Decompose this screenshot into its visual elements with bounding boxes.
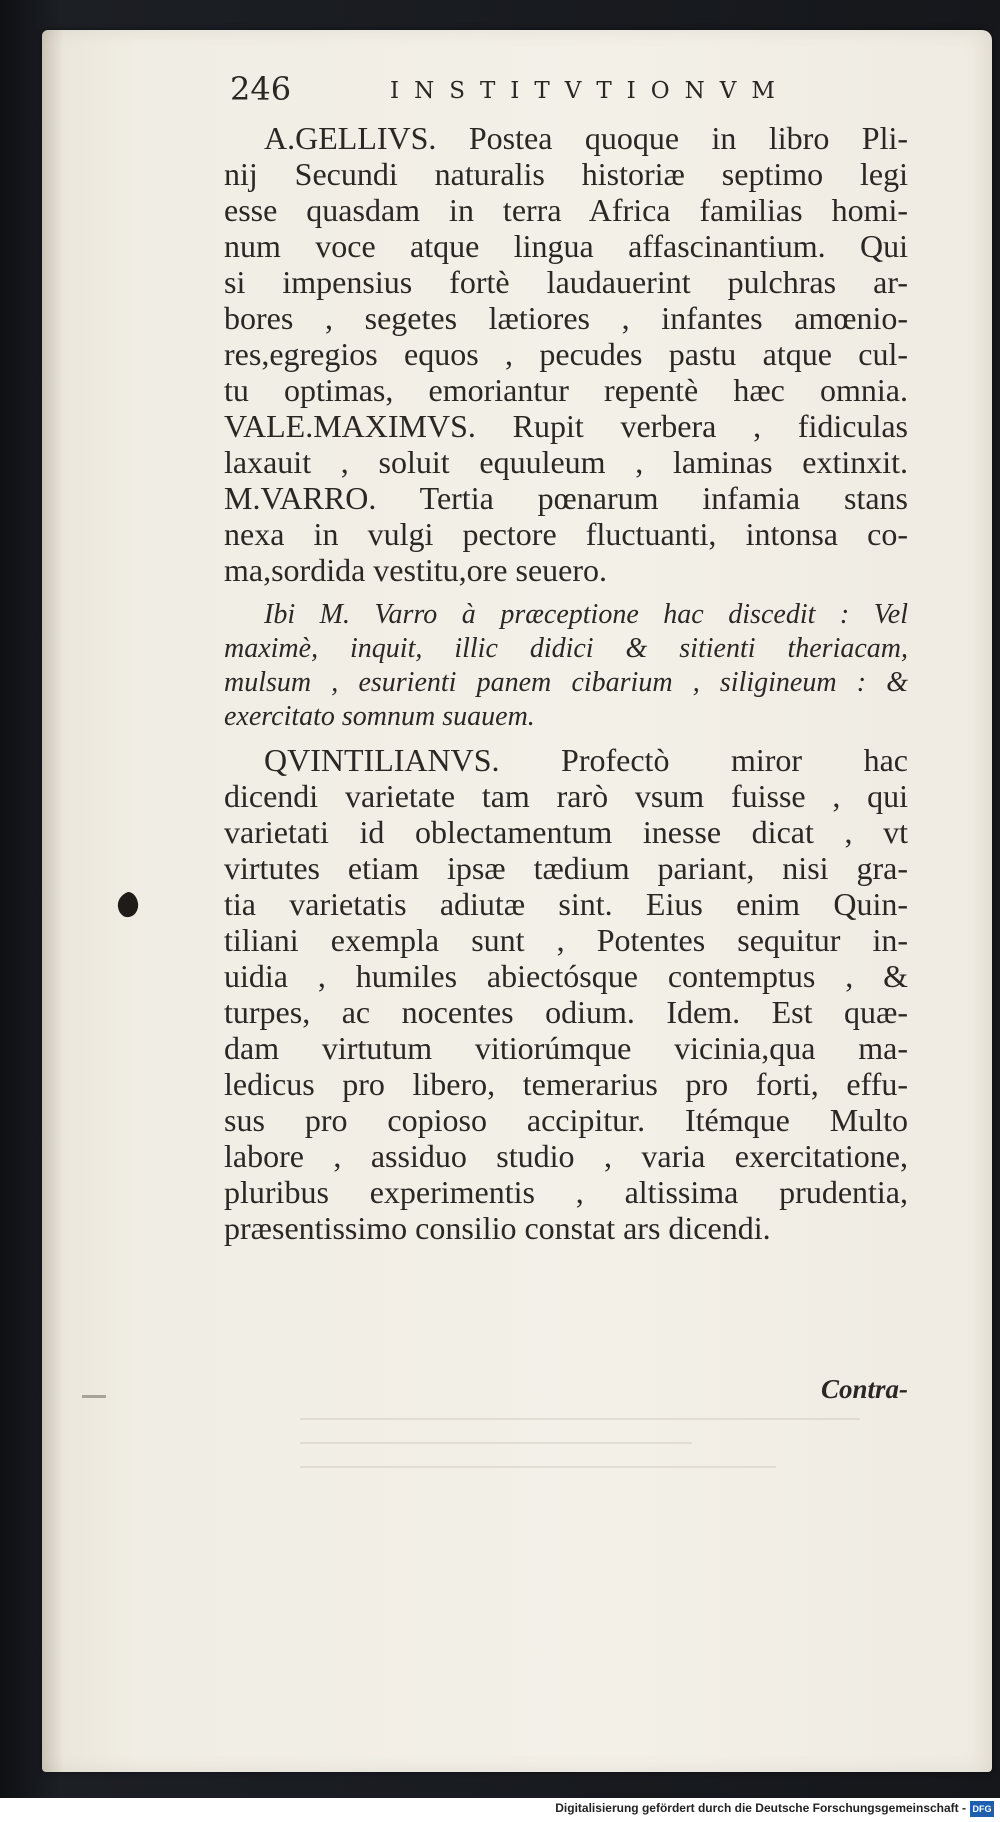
text-line: labore , assiduo studio , varia exercitatione, [224, 1138, 908, 1174]
footer-credit: Digitalisierung gefördert durch die Deutsche Forschungsgemeinschaft - [555, 1801, 966, 1815]
text-line: turpes, ac nocentes odium. Idem. Est quæ- [224, 994, 908, 1030]
paragraph-quintilianus [224, 742, 908, 1246]
text-line: pluribus experimentis , altissima prudentia, [224, 1174, 908, 1210]
catchword: Contra- [820, 1374, 908, 1404]
text-line: mulsum , esurienti panem cibarium , siligineum : & [224, 667, 908, 698]
text-line: QVINTILIANVS. Profectò miror hac [264, 742, 908, 778]
text-line: sus pro copioso accipitur. Itémque Multo [224, 1102, 908, 1138]
paragraph-gellius [224, 120, 908, 588]
text-line: num voce atque lingua affascinantium. Qui [224, 228, 908, 264]
text-line: exercitato somnum suauem. [224, 701, 535, 732]
text-line: tia varietatis adiutæ sint. Eius enim Quin- [224, 886, 908, 922]
text-line: Ibi M. Varro à præceptione hac discedit : Vel [264, 599, 908, 630]
text-line: præsentissimo consilio constat ars dicendi. [224, 1210, 771, 1246]
text-line: VALE.MAXIMVS. Rupit verbera , fidiculas [224, 408, 908, 444]
running-head: INSTITVTIONVM [390, 78, 790, 104]
text-line: maximè, inquit, illic didici & sitienti theriacam, [224, 633, 908, 664]
dfg-logo-icon: DFG [970, 1801, 994, 1817]
text-line: laxauit , soluit equuleum , laminas extinxit. [224, 444, 908, 480]
text-line: uidia , humiles abiectósque contemptus , & [224, 958, 908, 994]
text-line: A.GELLIVS. Postea quoque in libro Pli- [264, 120, 908, 156]
text-line: ma,sordida vestitu,ore seuero. [224, 552, 607, 588]
text-line: esse quasdam in terra Africa familias homi- [224, 192, 908, 228]
text-line: dam virtutum vitiorúmque vicinia,qua ma- [224, 1030, 908, 1066]
main-text [224, 120, 908, 1246]
text-line: nexa in vulgi pectore fluctuanti, intonsa co- [224, 516, 908, 552]
text-line: bores , segetes lætiores , infantes amœnio- [224, 300, 908, 336]
show-through-bleed [300, 1418, 860, 1538]
page-gutter-shadow [42, 30, 64, 1772]
page-header [230, 70, 830, 120]
margin-mark [82, 1395, 106, 1398]
page-number: 246 [230, 70, 292, 108]
text-line: tiliani exempla sunt , Potentes sequitur in- [224, 922, 908, 958]
text-line: si impensius fortè laudauerint pulchras ar- [224, 264, 908, 300]
text-line: varietati id oblectamentum inesse dicat , vt [224, 814, 908, 850]
paragraph-varro-italic [224, 598, 908, 734]
text-line: res,egregios equos , pecudes pastu atque cul- [224, 336, 908, 372]
ink-blot-icon [114, 890, 142, 920]
text-line: dicendi varietate tam rarò vsum fuisse , qui [224, 778, 908, 814]
text-line: tu optimas, emoriantur repentè hæc omnia. [224, 372, 908, 408]
text-line: M.VARRO. Tertia pœnarum infamia stans [224, 480, 908, 516]
digitization-footer [0, 1798, 1000, 1822]
text-line: nij Secundi naturalis historiæ septimo legi [224, 156, 908, 192]
text-line: virtutes etiam ipsæ tædium pariant, nisi gra- [224, 850, 908, 886]
text-line: ledicus pro libero, temerarius pro forti, effu- [224, 1066, 908, 1102]
